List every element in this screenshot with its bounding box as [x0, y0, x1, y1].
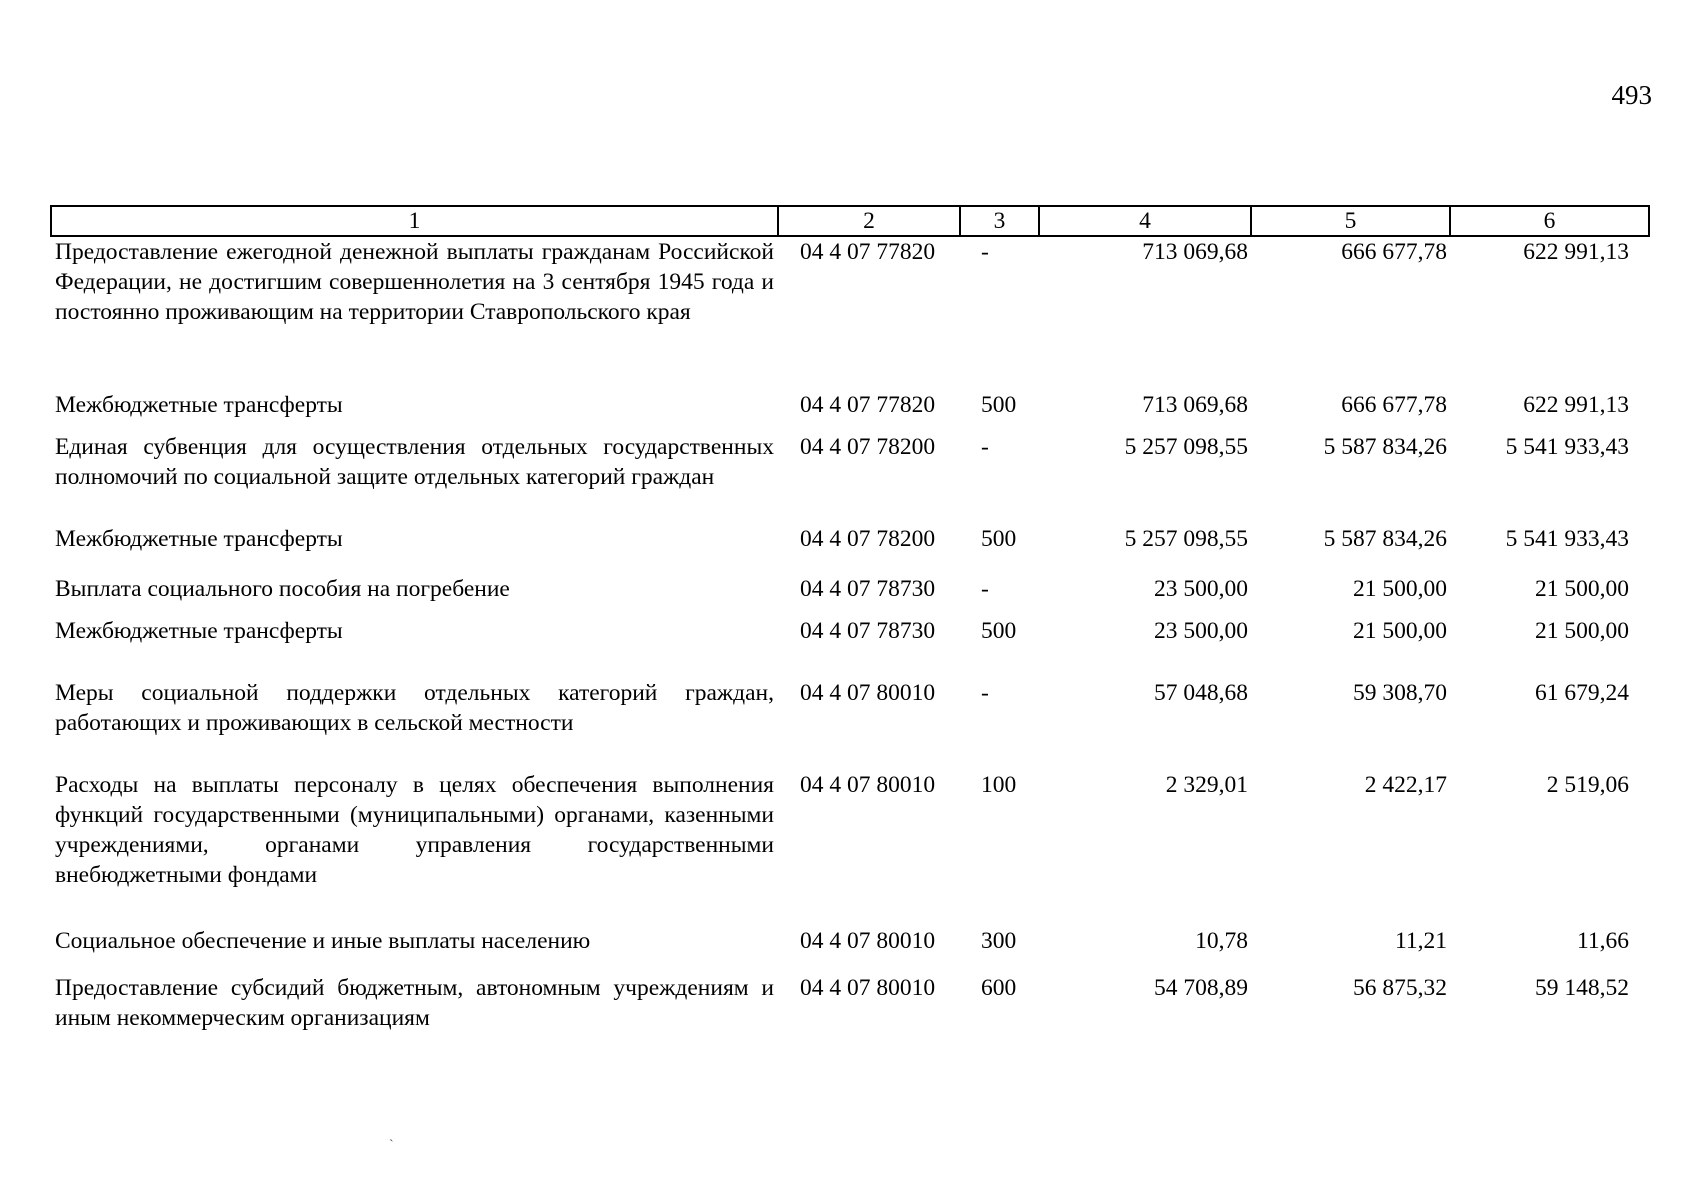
table-row [51, 574, 1649, 616]
table-row [51, 616, 1649, 678]
column-header-vr: 3 [960, 206, 1039, 236]
row-sum3: 622 991,13 [1523, 392, 1629, 418]
column-header-sum3: 6 [1450, 206, 1649, 236]
row-code: 04 4 07 78200 [800, 526, 936, 552]
scan-artifact-mark: ` [389, 1138, 394, 1153]
row-sum2: 59 308,70 [1353, 680, 1447, 706]
row-vr: - [981, 680, 989, 706]
row-sum2: 666 677,78 [1341, 239, 1447, 265]
row-vr: 500 [981, 618, 1017, 644]
row-name: Расходы на выплаты персоналу в целях обеспечения выполнения функций государственными (муниципальными) органами, казенными учреждениями, органами управления государственными внебюджетными фондами [55, 772, 774, 888]
row-sum1: 23 500,00 [1154, 576, 1248, 602]
table-row [51, 973, 1649, 1037]
row-vr: 600 [981, 975, 1017, 1001]
row-sum1: 57 048,68 [1154, 680, 1248, 706]
row-name: Межбюджетные трансферты [55, 392, 343, 418]
row-code: 04 4 07 80010 [800, 680, 936, 706]
row-name: Выплата социального пособия на погребение [55, 576, 510, 602]
row-vr: 500 [981, 392, 1017, 418]
row-name: Межбюджетные трансферты [55, 618, 343, 644]
column-header-sum1: 4 [1039, 206, 1251, 236]
table-header-row [51, 206, 1649, 236]
column-header-code: 2 [778, 206, 960, 236]
row-vr: - [981, 576, 989, 602]
row-sum3: 11,66 [1576, 928, 1629, 954]
row-name: Единая субвенция для осуществления отдельных государственных полномочий по социальной защите отдельных категорий граждан [55, 434, 774, 490]
row-sum1: 5 257 098,55 [1124, 434, 1248, 460]
row-sum2: 21 500,00 [1353, 576, 1447, 602]
table-row [51, 236, 1649, 390]
page-number: 493 [1611, 80, 1652, 110]
row-sum1: 2 329,01 [1165, 772, 1248, 798]
row-sum2: 5 587 834,26 [1323, 526, 1447, 552]
row-sum3: 2 519,06 [1546, 772, 1629, 798]
row-sum3: 5 541 933,43 [1505, 434, 1629, 460]
row-name: Межбюджетные трансферты [55, 526, 343, 552]
row-vr: 100 [981, 772, 1017, 798]
row-name: Предоставление ежегодной денежной выплаты гражданам Российской Федерации, не достигшим совершеннолетия на 3 сентября 1945 года и постоянно проживающим на территории Ставропольского края [55, 239, 774, 325]
row-name: Социальное обеспечение и иные выплаты населению [55, 928, 591, 954]
row-sum2: 11,21 [1394, 928, 1447, 954]
row-sum2: 56 875,32 [1353, 975, 1447, 1001]
row-name: Меры социальной поддержки отдельных категорий граждан, работающих и проживающих в сельской местности [55, 680, 774, 736]
row-vr: 300 [981, 928, 1017, 954]
row-sum3: 59 148,52 [1535, 975, 1629, 1001]
row-vr: 500 [981, 526, 1017, 552]
column-header-name: 1 [51, 206, 778, 236]
row-sum1: 5 257 098,55 [1124, 526, 1248, 552]
row-vr: - [981, 239, 989, 265]
budget-table [50, 205, 1650, 1037]
table-row [51, 432, 1649, 524]
table-row [51, 926, 1649, 973]
row-sum3: 21 500,00 [1535, 618, 1629, 644]
row-name: Предоставление субсидий бюджетным, автономным учреждениям и иным некоммерческим организациям [55, 975, 774, 1031]
table-row [51, 770, 1649, 926]
row-code: 04 4 07 80010 [800, 772, 936, 798]
row-sum2: 5 587 834,26 [1323, 434, 1447, 460]
row-code: 04 4 07 78200 [800, 434, 936, 460]
row-vr: - [981, 434, 989, 460]
row-code: 04 4 07 80010 [800, 928, 936, 954]
row-sum2: 21 500,00 [1353, 618, 1447, 644]
row-code: 04 4 07 78730 [800, 576, 936, 602]
row-sum3: 5 541 933,43 [1505, 526, 1629, 552]
row-sum3: 61 679,24 [1535, 680, 1629, 706]
row-sum3: 21 500,00 [1535, 576, 1629, 602]
row-sum3: 622 991,13 [1523, 239, 1629, 265]
row-sum2: 666 677,78 [1341, 392, 1447, 418]
row-sum1: 713 069,68 [1142, 392, 1248, 418]
row-sum1: 713 069,68 [1142, 239, 1248, 265]
table-row [51, 678, 1649, 770]
row-sum1: 23 500,00 [1154, 618, 1248, 644]
row-sum1: 10,78 [1195, 928, 1248, 954]
row-code: 04 4 07 78730 [800, 618, 936, 644]
row-code: 04 4 07 77820 [800, 392, 936, 418]
table-row [51, 524, 1649, 574]
row-sum2: 2 422,17 [1364, 772, 1447, 798]
row-sum1: 54 708,89 [1154, 975, 1248, 1001]
row-code: 04 4 07 77820 [800, 239, 936, 265]
table-row [51, 390, 1649, 432]
row-code: 04 4 07 80010 [800, 975, 936, 1001]
column-header-sum2: 5 [1251, 206, 1450, 236]
